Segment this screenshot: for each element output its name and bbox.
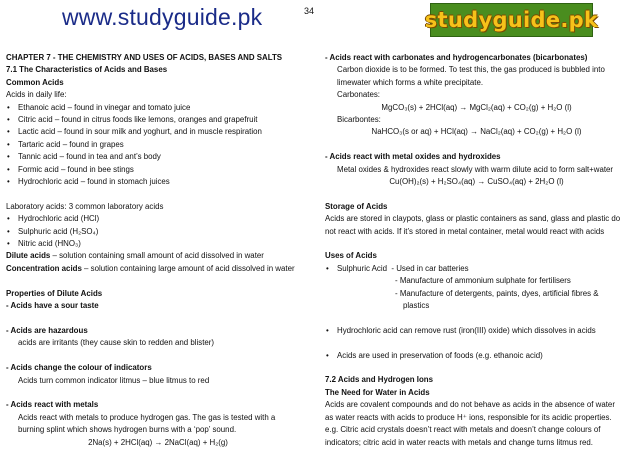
section-title: 7.1 The Characteristics of Acids and Bases — [6, 65, 168, 75]
list-item: • Tannic acid – found in tea and ant’s body — [6, 151, 310, 163]
bicarbonates-label: Bicarbontes: — [337, 115, 381, 125]
carbonates-equation: MgCO₃(s) + 2HCl(aq) → MgCl₂(aq) + CO₂(g) + H₂O (l) — [381, 102, 572, 112]
property-metals-text-2: burning splint which shows hydrogen burns with a ‘pop’ sound. — [18, 425, 237, 435]
uses-hcl: • Hydrochloric acid can remove rust (iron(III) oxide) which dissolves in acids — [325, 325, 628, 337]
need-water-heading: The Need for Water in Acids — [325, 387, 430, 397]
storage-heading: Storage of Acids — [325, 201, 388, 211]
property-hazard-text: acids are irritants (they cause skin to redden and blister) — [18, 338, 215, 348]
uses-sulphuric-second: - Manufacture of ammonium sulphate for fertilisers — [395, 276, 571, 286]
site-url-header: www.studyguide.pk — [62, 4, 263, 30]
storage-text-1: Acids are stored in claypots, glass or plastic containers as sand, glass and plastic do — [325, 214, 621, 224]
uses-sulphuric-third: - Manufacture of detergents, paints, dyes, artificial fibres & — [395, 288, 599, 298]
property-metals-text-1: Acids react with metals to produce hydrogen gas. The gas is tested with a — [18, 412, 276, 422]
dilute-acids-definition — [6, 250, 310, 262]
common-acids-heading: Common Acids — [6, 77, 64, 87]
list-item: • Citric acid – found in citrus foods like lemons, oranges and grapefruit — [6, 114, 310, 126]
uses-sulphuric-label: Sulphuric Acid — [337, 263, 388, 273]
storage-text-2: not react with acids. If it’s stored in metal container, metal would react with acids — [325, 226, 605, 236]
need-water-text-2: as water reacts with acids to produce H⁺ ions, responsible for its acidic properties. — [325, 412, 612, 422]
uses-sulphuric-cont: plastics — [403, 301, 430, 311]
carbonates-text-1: Carbon dioxide is to be formed. To test this, the gas produced is bubbled into — [337, 65, 605, 75]
oxides-text: Metal oxides & hydroxides react slowly with warm dilute acid to form salt+water — [337, 164, 614, 174]
oxides-heading: - Acids react with metal oxides and hydroxides — [325, 152, 501, 162]
dilute-term: Dilute acids — [6, 251, 51, 261]
carbonates-heading: - Acids react with carbonates and hydrogencarbonates (bicarbonates) — [325, 53, 588, 62]
left-column — [6, 52, 310, 449]
carbonates-text-2: limewater which forms a white precipitate. — [337, 77, 484, 87]
uses-sulphuric-first: - Used in car batteries — [391, 263, 469, 273]
list-item: • Ethanoic acid – found in vinegar and tomato juice — [6, 102, 310, 114]
need-water-text-1: Acids are covalent compounds and do not behave as acids in the absence of water — [325, 400, 615, 410]
need-water-text-4: indicators; citric acid in water reacts with metals and change turns litmus red. — [325, 437, 593, 447]
list-item: • Tartaric acid – found in grapes — [6, 139, 310, 151]
property-sour: - Acids have a sour taste — [6, 301, 99, 311]
logo-text: studyguide.pk — [424, 8, 599, 32]
concentration-acids-definition — [6, 263, 310, 275]
conc-term: Concentration acids — [6, 263, 82, 273]
chapter-title: CHAPTER 7 - THE CHEMISTRY AND USES OF ACIDS, BASES AND SALTS — [6, 53, 283, 62]
dilute-def: – solution containing small amount of acid dissolved in water — [50, 251, 264, 261]
properties-heading: Properties of Dilute Acids — [6, 288, 103, 298]
uses-food: • Acids are used in preservation of foods (e.g. ethanoic acid) — [325, 350, 628, 362]
list-item: • Sulphuric acid (H₂SO₄) — [6, 226, 310, 238]
site-logo — [424, 3, 599, 37]
carbonates-label: Carbonates: — [337, 90, 380, 100]
need-water-text-3: e.g. Citric acid crystals doesn’t react with metals and doesn’t change colours of — [325, 425, 601, 435]
property-metals: - Acids react with metals — [6, 400, 99, 410]
conc-def: – solution containing large amount of acid dissolved in water — [81, 263, 295, 273]
property-colour: - Acids change the colour of indicators — [6, 363, 152, 373]
uses-heading: Uses of Acids — [325, 251, 377, 261]
list-item: • Formic acid – found in bee stings — [6, 164, 310, 176]
list-item: • Nitric acid (HNO₃) — [6, 238, 310, 250]
section-72-title: 7.2 Acids and Hydrogen Ions — [325, 375, 434, 385]
lab-acids-label: Laboratory acids: 3 common laboratory acids — [6, 201, 164, 211]
list-item: • Lactic acid – found in sour milk and yoghurt, and in muscle respiration — [6, 126, 310, 138]
list-item: • Hydrochloric acid – found in stomach juices — [6, 176, 310, 188]
property-hazard: - Acids are hazardous — [6, 325, 88, 335]
page-number: 34 — [304, 6, 315, 16]
list-item: • Hydrochloric acid (HCl) — [6, 213, 310, 225]
property-colour-text: Acids turn common indicator litmus – blue litmus to red — [18, 375, 210, 385]
bicarbonates-equation: NaHCO₃(s or aq) + HCl(aq) → NaCl₂(aq) + CO₂(g) + H₂O (l) — [371, 127, 582, 137]
metals-equation: 2Na(s) + 2HCl(aq) → 2NaCl(aq) + H₂(g) — [88, 437, 228, 447]
uses-sulphuric-item — [325, 263, 628, 275]
oxides-equation: Cu(OH)₂(s) + H₂SO₄(aq) → CuSO₄(aq) + 2H₂O (l) — [389, 177, 564, 187]
daily-life-label: Acids in daily life: — [6, 90, 67, 100]
right-column — [325, 52, 628, 449]
